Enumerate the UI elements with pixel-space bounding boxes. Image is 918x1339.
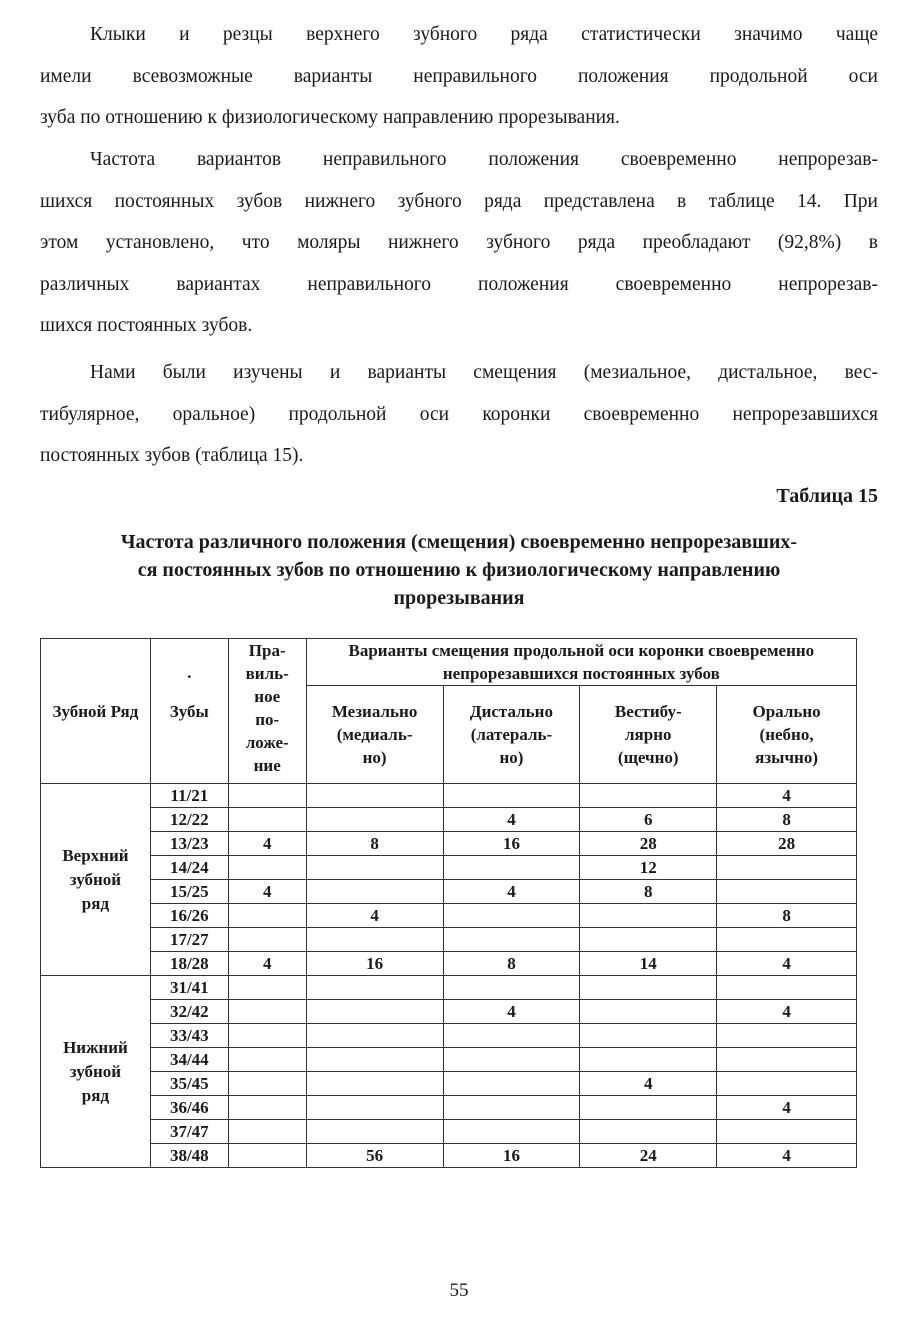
cell-mesial	[306, 1120, 443, 1144]
paragraph-line: тибулярное, оральное) продольной оси коронки своевременно непрорезавшихся	[40, 403, 878, 425]
cell-vestibular: 6	[580, 808, 717, 832]
cell-mesial	[306, 1072, 443, 1096]
cell-distal	[443, 1048, 580, 1072]
cell-vestibular: 24	[580, 1144, 717, 1168]
cell-teeth: 14/24	[150, 856, 228, 880]
cell-teeth: 16/26	[150, 904, 228, 928]
cell-vestibular	[580, 904, 717, 928]
cell-oral	[717, 1048, 857, 1072]
cell-teeth: 31/41	[150, 976, 228, 1000]
cell-correct: 4	[228, 832, 306, 856]
header-dental-row: Зубной Ряд	[41, 639, 151, 784]
paragraph-line: Частота вариантов неправильного положения своевременно непрорезав-	[90, 149, 878, 170]
paragraph-3	[40, 352, 878, 477]
cell-oral	[717, 880, 857, 904]
cell-correct	[228, 1048, 306, 1072]
header-distal: Дистально (латераль- но)	[443, 686, 580, 784]
cell-mesial	[306, 1096, 443, 1120]
cell-teeth: 17/27	[150, 928, 228, 952]
cell-oral	[717, 928, 857, 952]
table-title	[40, 528, 878, 612]
table-title-line: Частота различного положения (смещения) своевременно непрорезавших-	[120, 531, 798, 553]
cell-distal: 8	[443, 952, 580, 976]
cell-mesial	[306, 976, 443, 1000]
header-correct-position: Пра- виль- ное по- ложе- ние	[228, 639, 306, 784]
cell-distal	[443, 904, 580, 928]
cell-teeth: 36/46	[150, 1096, 228, 1120]
cell-distal	[443, 1096, 580, 1120]
header-dot: ·	[186, 667, 193, 686]
cell-vestibular: 12	[580, 856, 717, 880]
cell-vestibular: 4	[580, 1072, 717, 1096]
cell-mesial	[306, 1024, 443, 1048]
cell-distal	[443, 784, 580, 808]
cell-distal	[443, 856, 580, 880]
cell-vestibular: 8	[580, 880, 717, 904]
cell-mesial	[306, 880, 443, 904]
paragraph-line: имели всевозможные варианты неправильного положения продольной оси	[40, 65, 878, 87]
cell-teeth: 18/28	[150, 952, 228, 976]
header-teeth-label: Зубы	[169, 701, 209, 721]
cell-oral: 8	[717, 904, 857, 928]
cell-vestibular	[580, 928, 717, 952]
cell-correct: 4	[228, 880, 306, 904]
cell-mesial	[306, 1048, 443, 1072]
table-row	[41, 952, 857, 976]
cell-correct	[228, 1000, 306, 1024]
table-row	[41, 1048, 857, 1072]
cell-mesial	[306, 784, 443, 808]
paragraph-line: этом установлено, что моляры нижнего зубного ряда преобладают (92,8%) в	[40, 232, 878, 253]
paragraph-line: шихся постоянных зубов.	[40, 315, 253, 336]
cell-mesial	[306, 1000, 443, 1024]
cell-distal	[443, 1024, 580, 1048]
table-row	[41, 1000, 857, 1024]
table-title-line: ся постоянных зубов по отношению к физиологическому направлению	[137, 559, 781, 581]
cell-correct	[228, 856, 306, 880]
cell-oral	[717, 976, 857, 1000]
table-body	[41, 784, 857, 1168]
cell-distal: 4	[443, 808, 580, 832]
paragraph-line: зуба по отношению к физиологическому направлению прорезывания.	[40, 107, 620, 128]
cell-teeth: 15/25	[150, 880, 228, 904]
cell-teeth: 11/21	[150, 784, 228, 808]
cell-distal: 16	[443, 1144, 580, 1168]
table-title-line: прорезывания	[393, 587, 525, 609]
cell-correct: 4	[228, 952, 306, 976]
cell-mesial: 16	[306, 952, 443, 976]
table-row	[41, 1120, 857, 1144]
paragraph-line: Нами были изучены и варианты смещения (мезиальное, дистальное, вес-	[90, 362, 878, 383]
cell-oral: 8	[717, 808, 857, 832]
cell-correct	[228, 904, 306, 928]
cell-teeth: 32/42	[150, 1000, 228, 1024]
cell-mesial	[306, 808, 443, 832]
cell-correct	[228, 1096, 306, 1120]
header-variants: Варианты смещения продольной оси коронки своевременно непрорезавшихся постоянных зубов	[306, 639, 856, 686]
cell-mesial	[306, 856, 443, 880]
table-row	[41, 880, 857, 904]
cell-vestibular	[580, 976, 717, 1000]
cell-oral	[717, 856, 857, 880]
cell-vestibular: 14	[580, 952, 717, 976]
table-row	[41, 1144, 857, 1168]
paragraph-2	[40, 139, 878, 347]
cell-correct	[228, 784, 306, 808]
cell-correct	[228, 976, 306, 1000]
table-row	[41, 928, 857, 952]
table-label: Таблица 15	[776, 485, 878, 507]
header-teeth	[150, 639, 228, 784]
cell-correct	[228, 1144, 306, 1168]
cell-correct	[228, 808, 306, 832]
table-row	[41, 808, 857, 832]
cell-correct	[228, 1120, 306, 1144]
cell-teeth: 37/47	[150, 1120, 228, 1144]
displacement-table	[40, 638, 857, 1168]
cell-distal	[443, 976, 580, 1000]
cell-distal	[443, 1120, 580, 1144]
cell-distal: 4	[443, 1000, 580, 1024]
table-row	[41, 784, 857, 808]
cell-vestibular	[580, 1024, 717, 1048]
header-oral: Орально (небно, язычно)	[717, 686, 857, 784]
table-row	[41, 1072, 857, 1096]
cell-vestibular	[580, 1096, 717, 1120]
paragraph-line: постоянных зубов (таблица 15).	[40, 445, 304, 466]
cell-vestibular: 28	[580, 832, 717, 856]
cell-distal: 16	[443, 832, 580, 856]
cell-oral: 4	[717, 952, 857, 976]
cell-oral	[717, 1120, 857, 1144]
cell-oral: 4	[717, 784, 857, 808]
page-number: 55	[449, 1280, 469, 1301]
cell-correct	[228, 1024, 306, 1048]
table-row	[41, 856, 857, 880]
cell-mesial: 8	[306, 832, 443, 856]
cell-oral	[717, 1072, 857, 1096]
cell-oral: 4	[717, 1096, 857, 1120]
cell-teeth: 12/22	[150, 808, 228, 832]
header-mesial: Мезиально (медиаль- но)	[306, 686, 443, 784]
table-row	[41, 1096, 857, 1120]
cell-teeth: 38/48	[150, 1144, 228, 1168]
cell-mesial: 56	[306, 1144, 443, 1168]
cell-vestibular	[580, 1048, 717, 1072]
paragraph-line: шихся постоянных зубов нижнего зубного ряда представлена в таблице 14. При	[40, 190, 878, 212]
cell-distal	[443, 1072, 580, 1096]
cell-vestibular	[580, 1120, 717, 1144]
cell-oral	[717, 1024, 857, 1048]
cell-distal: 4	[443, 880, 580, 904]
cell-teeth: 35/45	[150, 1072, 228, 1096]
cell-correct	[228, 928, 306, 952]
paragraph-1	[40, 14, 878, 139]
table-row	[41, 832, 857, 856]
table-row	[41, 1024, 857, 1048]
table-row	[41, 976, 857, 1000]
header-vestibular: Вестибу- лярно (щечно)	[580, 686, 717, 784]
cell-mesial: 4	[306, 904, 443, 928]
table-row	[41, 904, 857, 928]
cell-oral: 4	[717, 1000, 857, 1024]
cell-vestibular	[580, 1000, 717, 1024]
cell-vestibular	[580, 784, 717, 808]
paragraph-line: Клыки и резцы верхнего зубного ряда статистически значимо чаще	[90, 24, 878, 45]
cell-correct	[228, 1072, 306, 1096]
cell-teeth: 34/44	[150, 1048, 228, 1072]
cell-mesial	[306, 928, 443, 952]
group-label: Нижний зубной ряд	[41, 976, 151, 1168]
cell-teeth: 33/43	[150, 1024, 228, 1048]
cell-distal	[443, 928, 580, 952]
paragraph-line: различных вариантах неправильного положения своевременно непрорезав-	[40, 273, 878, 295]
cell-teeth: 13/23	[150, 832, 228, 856]
cell-oral: 4	[717, 1144, 857, 1168]
group-label: Верхний зубной ряд	[41, 784, 151, 976]
cell-oral: 28	[717, 832, 857, 856]
